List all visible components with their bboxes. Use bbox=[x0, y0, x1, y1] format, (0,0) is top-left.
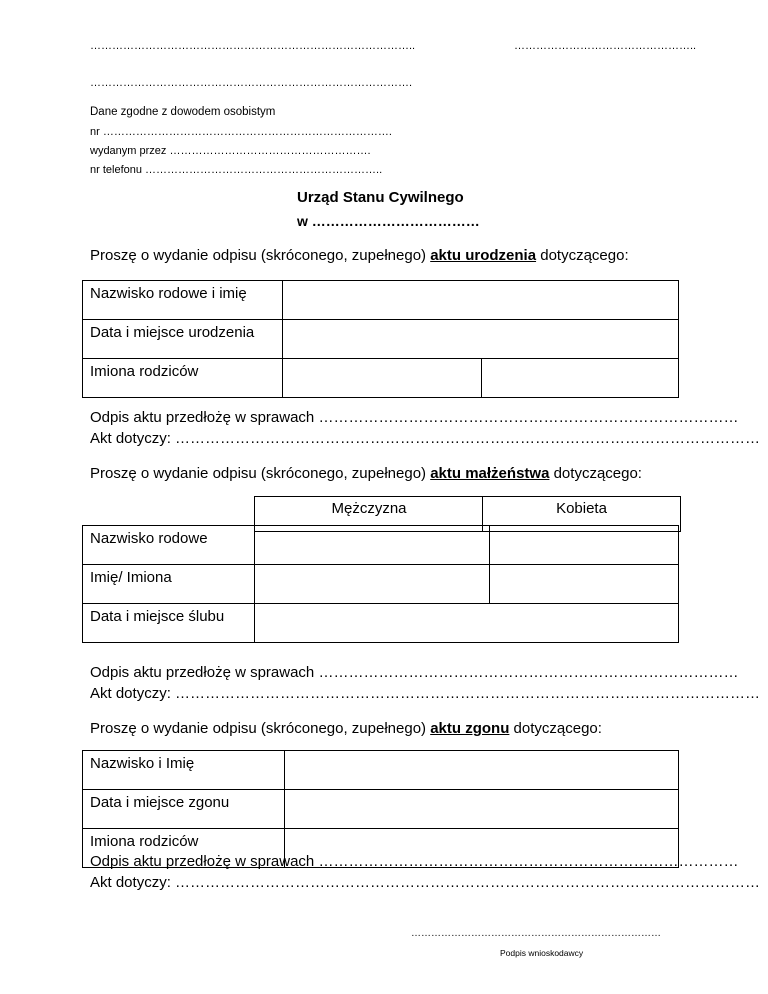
birth-field-date-place[interactable] bbox=[283, 320, 679, 359]
marriage-label-first-names: Imię/ Imiona bbox=[83, 565, 255, 604]
applicant-address-line[interactable]: ……………………………………………………………………………. bbox=[90, 77, 413, 89]
birth-request bbox=[90, 247, 629, 264]
death-field-name[interactable] bbox=[285, 751, 679, 790]
marriage-request-act: aktu małżeństwa bbox=[430, 465, 550, 482]
marriage-field-man-family-name[interactable] bbox=[255, 526, 490, 565]
birth-field-parent-1[interactable] bbox=[283, 359, 482, 398]
birth-purpose-line[interactable]: Odpis aktu przedłożę w sprawach ………………………………………………………………………… bbox=[90, 409, 739, 426]
marriage-request-prefix: Proszę o wydanie odpisu (skróconego, zupełnego) bbox=[90, 465, 431, 482]
birth-label-name: Nazwisko rodowe i imię bbox=[83, 281, 283, 320]
death-request bbox=[90, 720, 602, 737]
applicant-name-line[interactable]: …………………………………………………………………………….. bbox=[90, 40, 416, 52]
marriage-col-man: Mężczyzna bbox=[254, 496, 483, 532]
death-request-prefix: Proszę o wydanie odpisu (skróconego, zupełnego) bbox=[90, 720, 431, 737]
death-concerns-line[interactable]: Akt dotyczy: ……………………………………………………………………………………………………… bbox=[90, 874, 761, 891]
place-date-line[interactable]: ………………………………………….. bbox=[514, 40, 697, 52]
marriage-label-date-place: Data i miejsce ślubu bbox=[83, 604, 255, 643]
birth-field-parent-2[interactable] bbox=[482, 359, 679, 398]
table-row bbox=[83, 320, 679, 359]
marriage-label-family-name: Nazwisko rodowe bbox=[83, 526, 255, 565]
death-label-date-place: Data i miejsce zgonu bbox=[83, 790, 285, 829]
birth-field-name[interactable] bbox=[283, 281, 679, 320]
id-section-title: Dane zgodne z dowodem osobistym bbox=[90, 106, 276, 118]
id-number-line[interactable]: nr ……………………………………………………………………. bbox=[90, 126, 392, 138]
phone-number-line[interactable]: nr telefonu ……………………………………………………….. bbox=[90, 164, 383, 176]
birth-label-parents: Imiona rodziców bbox=[83, 359, 283, 398]
marriage-field-woman-first-names[interactable] bbox=[490, 565, 679, 604]
marriage-field-woman-family-name[interactable] bbox=[490, 526, 679, 565]
signature-line[interactable]: ………………………………………………………………… bbox=[411, 928, 661, 939]
death-field-date-place[interactable] bbox=[285, 790, 679, 829]
table-row bbox=[83, 751, 679, 790]
office-title: Urząd Stanu Cywilnego bbox=[297, 189, 464, 206]
marriage-concerns-line[interactable]: Akt dotyczy: ……………………………………………………………………………………………………… bbox=[90, 685, 761, 702]
death-purpose-line[interactable]: Odpis aktu przedłożę w sprawach ………………………………………………………………………… bbox=[90, 853, 739, 870]
birth-request-act: aktu urodzenia bbox=[430, 247, 537, 264]
signature-label: Podpis wnioskodawcy bbox=[500, 948, 584, 958]
marriage-request bbox=[90, 465, 642, 482]
table-row bbox=[83, 790, 679, 829]
death-table bbox=[82, 750, 679, 868]
table-row bbox=[83, 604, 679, 643]
birth-request-prefix: Proszę o wydanie odpisu (skróconego, zupełnego) bbox=[90, 247, 431, 264]
birth-concerns-line[interactable]: Akt dotyczy: ……………………………………………………………………………………………………… bbox=[90, 430, 761, 447]
marriage-table bbox=[82, 525, 679, 643]
death-request-act: aktu zgonu bbox=[430, 720, 510, 737]
id-issued-by-line[interactable]: wydanym przez ………………………………………………. bbox=[90, 145, 371, 157]
table-row bbox=[83, 565, 679, 604]
table-row bbox=[83, 281, 679, 320]
birth-label-date-place: Data i miejsce urodzenia bbox=[83, 320, 283, 359]
death-label-name: Nazwisko i Imię bbox=[83, 751, 285, 790]
marriage-col-woman: Kobieta bbox=[482, 496, 681, 532]
death-label-parents: Imiona rodziców bbox=[83, 829, 285, 868]
marriage-field-man-first-names[interactable] bbox=[255, 565, 490, 604]
birth-table bbox=[82, 280, 679, 398]
marriage-purpose-line[interactable]: Odpis aktu przedłożę w sprawach ………………………………………………………………………… bbox=[90, 664, 739, 681]
marriage-request-suffix: dotyczącego: bbox=[549, 465, 642, 482]
death-request-suffix: dotyczącego: bbox=[509, 720, 602, 737]
office-location-line[interactable]: w ……………………………… bbox=[297, 213, 480, 229]
table-row bbox=[83, 359, 679, 398]
table-row bbox=[83, 526, 679, 565]
birth-request-suffix: dotyczącego: bbox=[536, 247, 629, 264]
marriage-field-date-place[interactable] bbox=[255, 604, 679, 643]
